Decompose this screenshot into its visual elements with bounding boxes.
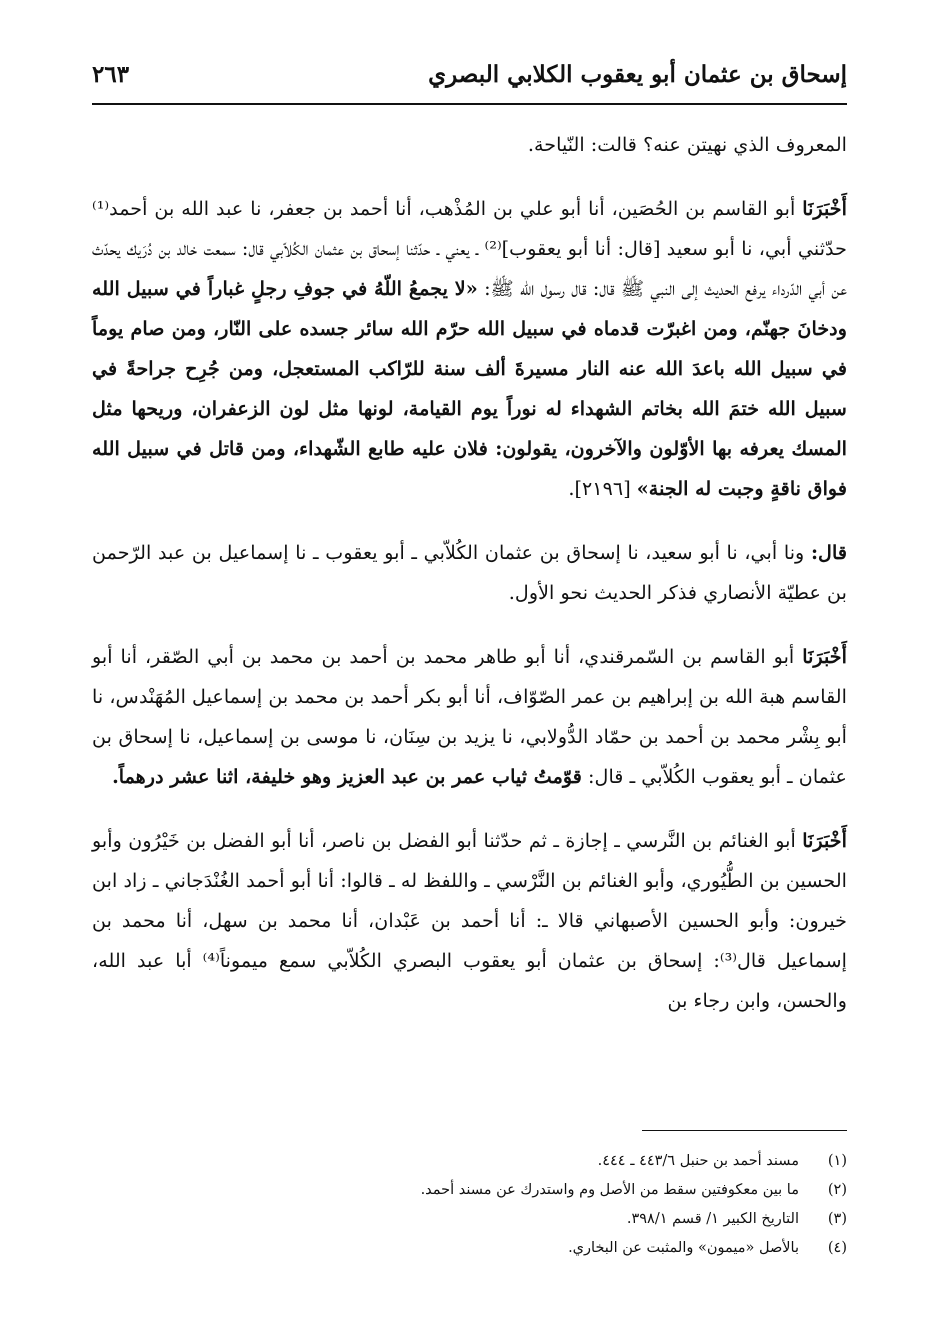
paragraph-4 xyxy=(92,637,847,797)
document-page xyxy=(92,55,847,1325)
footnote-number: (٢) xyxy=(827,1182,847,1198)
footnote-number: (٤) xyxy=(827,1240,847,1256)
paragraph-5 xyxy=(92,821,847,1021)
paragraph-2-lead: أَخْبَرَنَا xyxy=(802,197,847,220)
page-number: ٢٦٣ xyxy=(92,61,130,88)
paragraph-2-reference: [٢١٩٦]. xyxy=(568,477,631,500)
paragraph-4-quote: قوّمتُ ثياب عمر بن عبد العزيز وهو خليفة، اثنا عشر درهماً. xyxy=(112,765,582,788)
paragraph-5-lead: أَخْبَرَنَا xyxy=(802,829,847,852)
footnote-text: ما بين معكوفتين سقط من الأصل وم واستدرك عن مسند أحمد. xyxy=(420,1182,799,1198)
paragraph-3 xyxy=(92,533,847,613)
footnotes xyxy=(92,1130,847,1263)
footnote-text: التاريخ الكبير ١/ قسم ٣٩٨/١. xyxy=(626,1211,799,1227)
footnote-text: مسند أحمد بن حنبل ٤٤٣/٦ ـ ٤٤٤. xyxy=(597,1153,799,1169)
footnote-item xyxy=(92,1176,847,1205)
main-text xyxy=(92,125,847,1045)
paragraph-3-lead: قال: xyxy=(810,541,847,564)
footnote-number: (١) xyxy=(827,1153,847,1169)
footnote-item xyxy=(92,1234,847,1263)
running-title: إسحاق بن عثمان أبو يعقوب الكلابي البصري xyxy=(428,61,847,88)
paragraph-2-hadith: «لا يجمعُ اللّهُ في جوفِ رجلٍ غباراً في سبيل الله ودخانَ جهنّم، ومن اغبرّت قدماه في سبيل الله حرّم الله سائر جسده على النّار، ومن صام يوماً في سبيل الله باعدَ الله عنه النار مسيرةَ ألف سنة للرّاكب المستعجل، ومن جُرِح جراحةً في سبيل الله ختمَ الله بخاتم الشهداء له نوراً يوم القيامة، لونها مثل لون الزعفران، وريحها مثل المسك يعرفه بها الأوّلون والآخرون، يقولون: فلان عليه طابع الشّهداء، ومن قاتل في سبيل الله فواق ناقةٍ وجبت له الجنة» xyxy=(92,277,847,500)
paragraph-4-lead: أَخْبَرَنَا xyxy=(802,645,847,668)
footnote-item xyxy=(92,1205,847,1234)
page-header xyxy=(92,55,847,105)
footnote-number: (٣) xyxy=(827,1211,847,1227)
paragraph-1-text: المعروف الذي نهيتن عنه؟ قالت: النّياحة. xyxy=(527,133,847,156)
paragraph-2-isnad: أبو القاسم بن الحُصَين، أنا أبو علي بن المُذْهب، أنا أحمد بن جعفر، نا عبد الله بن أحمد⁽¹⁾ حدّثني أبي، نا أبو سعيد [قال: أنا أبو يعقوب]⁽²⁾ ـ يعني ـ حدّثنا إسحاق بن عثمان الكُلاّبي قال: سمعت خالد بن دُرَيك يحدّث عن أبي الدّرداء يرفع الحديث إلى النبي ﷺ قال: قال رسول الله ﷺ: xyxy=(92,197,847,300)
footnote-item xyxy=(92,1147,847,1176)
footnote-divider xyxy=(642,1130,847,1131)
paragraph-4-isnad: أبو القاسم بن السّمرقندي، أنا أبو طاهر محمد بن أحمد بن محمد بن أبي الصّقر، أنا أبو القاسم هبة الله بن إبراهيم بن عمر الصّوّاف، أنا أبو بكر أحمد بن محمد بن إسماعيل المُهَنْدس، نا أبو بِشْر محمد بن أحمد بن حمّاد الدُّولابي، نا يزيد بن سِنَان، نا موسى بن إسماعيل، نا إسحاق بن عثمان ـ أبو يعقوب الكُلاّبي ـ قال: xyxy=(92,645,847,788)
paragraph-3-text: ونا أبي، نا أبو سعيد، نا إسحاق بن عثمان الكُلاّبي ـ أبو يعقوب ـ نا إسماعيل بن عبد الرّحمن بن عطيّة الأنصاري فذكر الحديث نحو الأول. xyxy=(92,541,847,604)
paragraph-2 xyxy=(92,189,847,509)
footnote-text: بالأصل «ميمون» والمثبت عن البخاري. xyxy=(568,1240,799,1256)
paragraph-5-text: أبو الغنائم بن النَّرسي ـ إجازة ـ ثم حدّثنا أبو الفضل بن ناصر، أنا أبو الفضل بن خَيْرُون وأبو الحسين بن الطُّيُوري، وأبو الغنائم بن النَّرْسي ـ واللفظ له ـ قالوا: أنا أبو أحمد الغُنْدَجاني ـ زاد ابن خيرون: وأبو الحسين الأصبهاني قالا ـ: أنا أحمد بن عَبْدان، أنا محمد بن سهل، أنا محمد بن إسماعيل قال⁽³⁾: إسحاق بن عثمان أبو يعقوب البصري الكُلاّبي سمع ميموناً⁽⁴⁾ أبا عبد الله، والحسن، وابن رجاء بن xyxy=(92,829,848,1012)
paragraph-1 xyxy=(92,125,847,165)
